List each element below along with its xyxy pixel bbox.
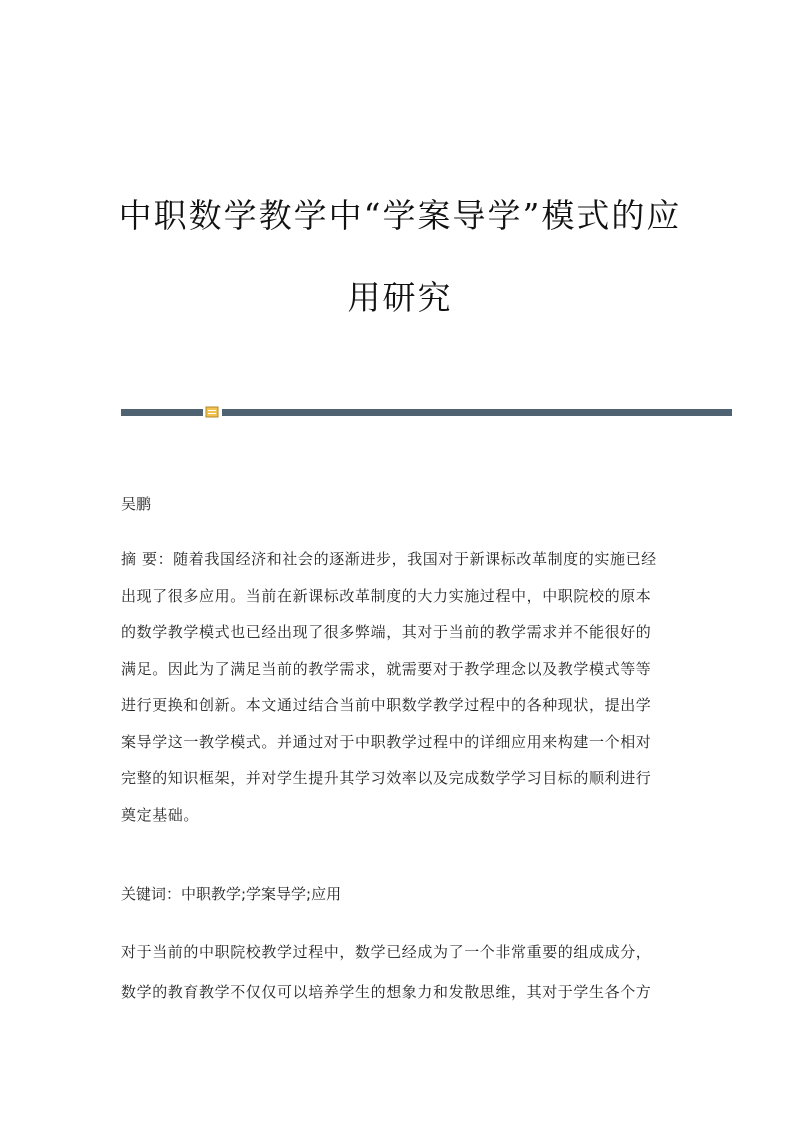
- divider-right: [222, 409, 732, 416]
- body-paragraph: [121, 932, 681, 1012]
- abstract-line: 满足。因此为了满足当前的教学需求，就需要对于教学理念以及教学模式等等: [121, 659, 652, 678]
- abstract-line: 的数学教学模式也已经出现了很多弊端，其对于当前的教学需求并不能很好的: [121, 623, 652, 641]
- abstract: [121, 541, 681, 833]
- keywords: 关键词：中职教学;学案导学;应用: [121, 885, 342, 903]
- divider-left: [121, 409, 203, 416]
- document-icon: [205, 406, 219, 418]
- body-line: 数学的教育教学不仅仅可以培养学生的想象力和发散思维，其对于学生各个方: [121, 983, 652, 1001]
- abstract-line: 奠定基础。: [121, 805, 200, 824]
- body-line: 对于当前的中职院校教学过程中，数学已经成为了一个非常重要的组成成分，: [121, 943, 652, 961]
- abstract-line: 进行更换和创新。本文通过结合当前中职数学教学过程中的各种现状，提出学: [121, 696, 652, 714]
- title-line-2: 用研究: [347, 278, 453, 317]
- abstract-line: 完整的知识框架，并对学生提升其学习效率以及完成数学学习目标的顺利进行: [121, 769, 652, 787]
- abstract-line: 摘 要：随着我国经济和社会的逐渐进步，我国对于新课标改革制度的实施已经: [121, 550, 657, 568]
- abstract-line: 案导学这一教学模式。并通过对于中职教学过程中的详细应用来构建一个相对: [121, 732, 652, 751]
- title-line-1: 中职数学教学中“学案导学”模式的应: [118, 196, 682, 235]
- abstract-line: 出现了很多应用。当前在新课标改革制度的大力实施过程中，中职院校的原本: [121, 586, 652, 605]
- author-name: 吴鹏: [121, 495, 152, 513]
